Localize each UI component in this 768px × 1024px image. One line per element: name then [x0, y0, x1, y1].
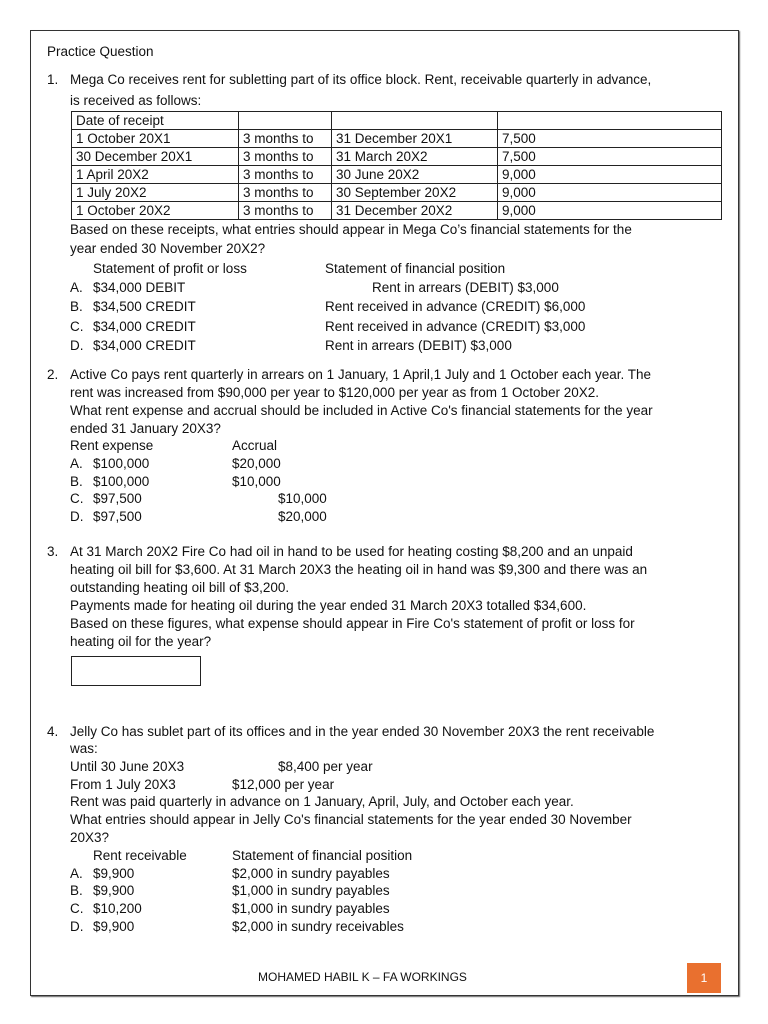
page-number: 1	[687, 963, 721, 993]
option-b-right: Rent received in advance (CREDIT) $6,000	[325, 299, 586, 314]
table-header-cell	[498, 112, 722, 130]
option-letter: D.	[70, 338, 84, 353]
q2-text: ended 31 January 20X3?	[70, 421, 221, 436]
receipts-table	[71, 111, 722, 220]
q3-text: Payments made for heating oil during the year ended 31 March 20X3 totalled $34,600.	[70, 598, 587, 613]
option-letter: B.	[70, 299, 83, 314]
option-a: $9,900	[93, 866, 135, 881]
option-b: $100,000	[93, 474, 150, 489]
table-header-row	[72, 112, 722, 130]
q2-text: rent was increased from $90,000 per year to $120,000 per year as from 1 October 20X2.	[70, 385, 600, 400]
q4-text: Jelly Co has sublet part of its offices and in the year ended 30 November 20X3 the rent receivable	[70, 724, 655, 739]
table-cell: 31 March 20X2	[332, 148, 498, 166]
q1-question: year ended 30 November 20X2?	[70, 241, 266, 256]
table-cell: 3 months to	[239, 166, 332, 184]
option-b: $9,900	[93, 883, 135, 898]
table-cell: 3 months to	[239, 148, 332, 166]
q3-text: At 31 March 20X2 Fire Co had oil in hand to be used for heating costing $8,200 and an unpaid	[70, 544, 633, 559]
q3-text: heating oil for the year?	[70, 634, 212, 649]
rate-label: From 1 July 20X3	[70, 777, 176, 792]
option-b-right: $10,000	[232, 474, 281, 489]
option-letter: C.	[70, 319, 84, 334]
rate-label: Until 30 June 20X3	[70, 759, 185, 774]
table-cell: 7,500	[498, 148, 722, 166]
q2-col-header: Rent expense	[70, 438, 154, 453]
q3-text: Based on these figures, what expense should appear in Fire Co's statement of profit or loss for	[70, 616, 635, 631]
table-cell: 3 months to	[239, 202, 332, 220]
option-c: $97,500	[93, 491, 142, 506]
option-a: $100,000	[93, 456, 150, 471]
q2-number: 2.	[47, 367, 59, 382]
q4-col-header: Rent receivable	[93, 848, 187, 863]
option-c-right: $10,000	[278, 491, 327, 506]
table-cell: 30 June 20X2	[332, 166, 498, 184]
table-header-cell: Date of receipt	[72, 112, 239, 130]
q4-text: was:	[70, 741, 98, 756]
q1-question: Based on these receipts, what entries should appear in Mega Co’s financial statements for the	[70, 222, 632, 237]
table-cell: 1 October 20X2	[72, 202, 239, 220]
option-d: $97,500	[93, 509, 142, 524]
q4-question: Rent was paid quarterly in advance on 1 January, April, July, and October each year.	[70, 794, 574, 809]
option-letter: A.	[70, 456, 83, 471]
option-d-right: $2,000 in sundry receivables	[232, 919, 404, 934]
page-title: Practice Question	[47, 44, 154, 59]
table-cell: 31 December 20X1	[332, 130, 498, 148]
option-letter: A.	[70, 280, 83, 295]
q1-col-header: Statement of financial position	[325, 261, 506, 276]
option-d-right: Rent in arrears (DEBIT) $3,000	[325, 338, 512, 353]
rate-value: $8,400 per year	[278, 759, 373, 774]
q3-answer-box[interactable]	[71, 656, 201, 686]
table-cell: 9,000	[498, 202, 722, 220]
option-letter: D.	[70, 919, 84, 934]
q1-col-header: Statement of profit or loss	[93, 261, 247, 276]
table-row	[72, 166, 722, 184]
option-c: $34,000 CREDIT	[93, 319, 196, 334]
table-cell: 30 December 20X1	[72, 148, 239, 166]
table-cell: 3 months to	[239, 184, 332, 202]
option-a: $34,000 DEBIT	[93, 280, 186, 295]
q1-number: 1.	[47, 72, 59, 87]
option-d: $34,000 CREDIT	[93, 338, 196, 353]
option-letter: C.	[70, 901, 84, 916]
q1-text: Mega Co receives rent for subletting part of its office block. Rent, receivable quarterly in advance,	[70, 72, 652, 87]
q4-question: What entries should appear in Jelly Co's financial statements for the year ended 30 November	[70, 812, 632, 827]
table-row	[72, 202, 722, 220]
table-cell: 7,500	[498, 130, 722, 148]
table-cell: 1 July 20X2	[72, 184, 239, 202]
table-row	[72, 184, 722, 202]
table-cell: 31 December 20X2	[332, 202, 498, 220]
option-d: $9,900	[93, 919, 135, 934]
q4-question: 20X3?	[70, 830, 110, 845]
option-letter: B.	[70, 883, 83, 898]
q2-col-header: Accrual	[232, 438, 278, 453]
table-cell: 1 October 20X1	[72, 130, 239, 148]
table-cell: 30 September 20X2	[332, 184, 498, 202]
option-a-right: $20,000	[232, 456, 281, 471]
q1-text: is received as follows:	[70, 93, 202, 108]
table-row	[72, 148, 722, 166]
option-c-right: Rent received in advance (CREDIT) $3,000	[325, 319, 586, 334]
option-c: $10,200	[93, 901, 142, 916]
table-header-cell	[332, 112, 498, 130]
option-b-right: $1,000 in sundry payables	[232, 883, 390, 898]
option-b: $34,500 CREDIT	[93, 299, 196, 314]
footer-text: MOHAMED HABIL K – FA WORKINGS	[258, 970, 467, 984]
q2-text: Active Co pays rent quarterly in arrears on 1 January, 1 April,1 July and 1 October each year. The	[70, 367, 652, 382]
rate-value: $12,000 per year	[232, 777, 335, 792]
table-header-cell	[239, 112, 332, 130]
table-cell: 9,000	[498, 184, 722, 202]
table-cell: 9,000	[498, 166, 722, 184]
option-letter: B.	[70, 474, 83, 489]
table-row	[72, 130, 722, 148]
option-a-right: Rent in arrears (DEBIT) $3,000	[372, 280, 559, 295]
option-letter: A.	[70, 866, 83, 881]
option-letter: C.	[70, 491, 84, 506]
q2-text: What rent expense and accrual should be included in Active Co's financial statements for the year	[70, 403, 653, 418]
q4-number: 4.	[47, 724, 59, 739]
q3-number: 3.	[47, 544, 59, 559]
table-cell: 1 April 20X2	[72, 166, 239, 184]
option-a-right: $2,000 in sundry payables	[232, 866, 390, 881]
q3-text: heating oil bill for $3,600. At 31 March 20X3 the heating oil in hand was $9,300 and there was an	[70, 562, 648, 577]
q3-text: outstanding heating oil bill of $3,200.	[70, 580, 290, 595]
table-cell: 3 months to	[239, 130, 332, 148]
option-d-right: $20,000	[278, 509, 327, 524]
q4-col-header: Statement of financial position	[232, 848, 413, 863]
option-c-right: $1,000 in sundry payables	[232, 901, 390, 916]
option-letter: D.	[70, 509, 84, 524]
